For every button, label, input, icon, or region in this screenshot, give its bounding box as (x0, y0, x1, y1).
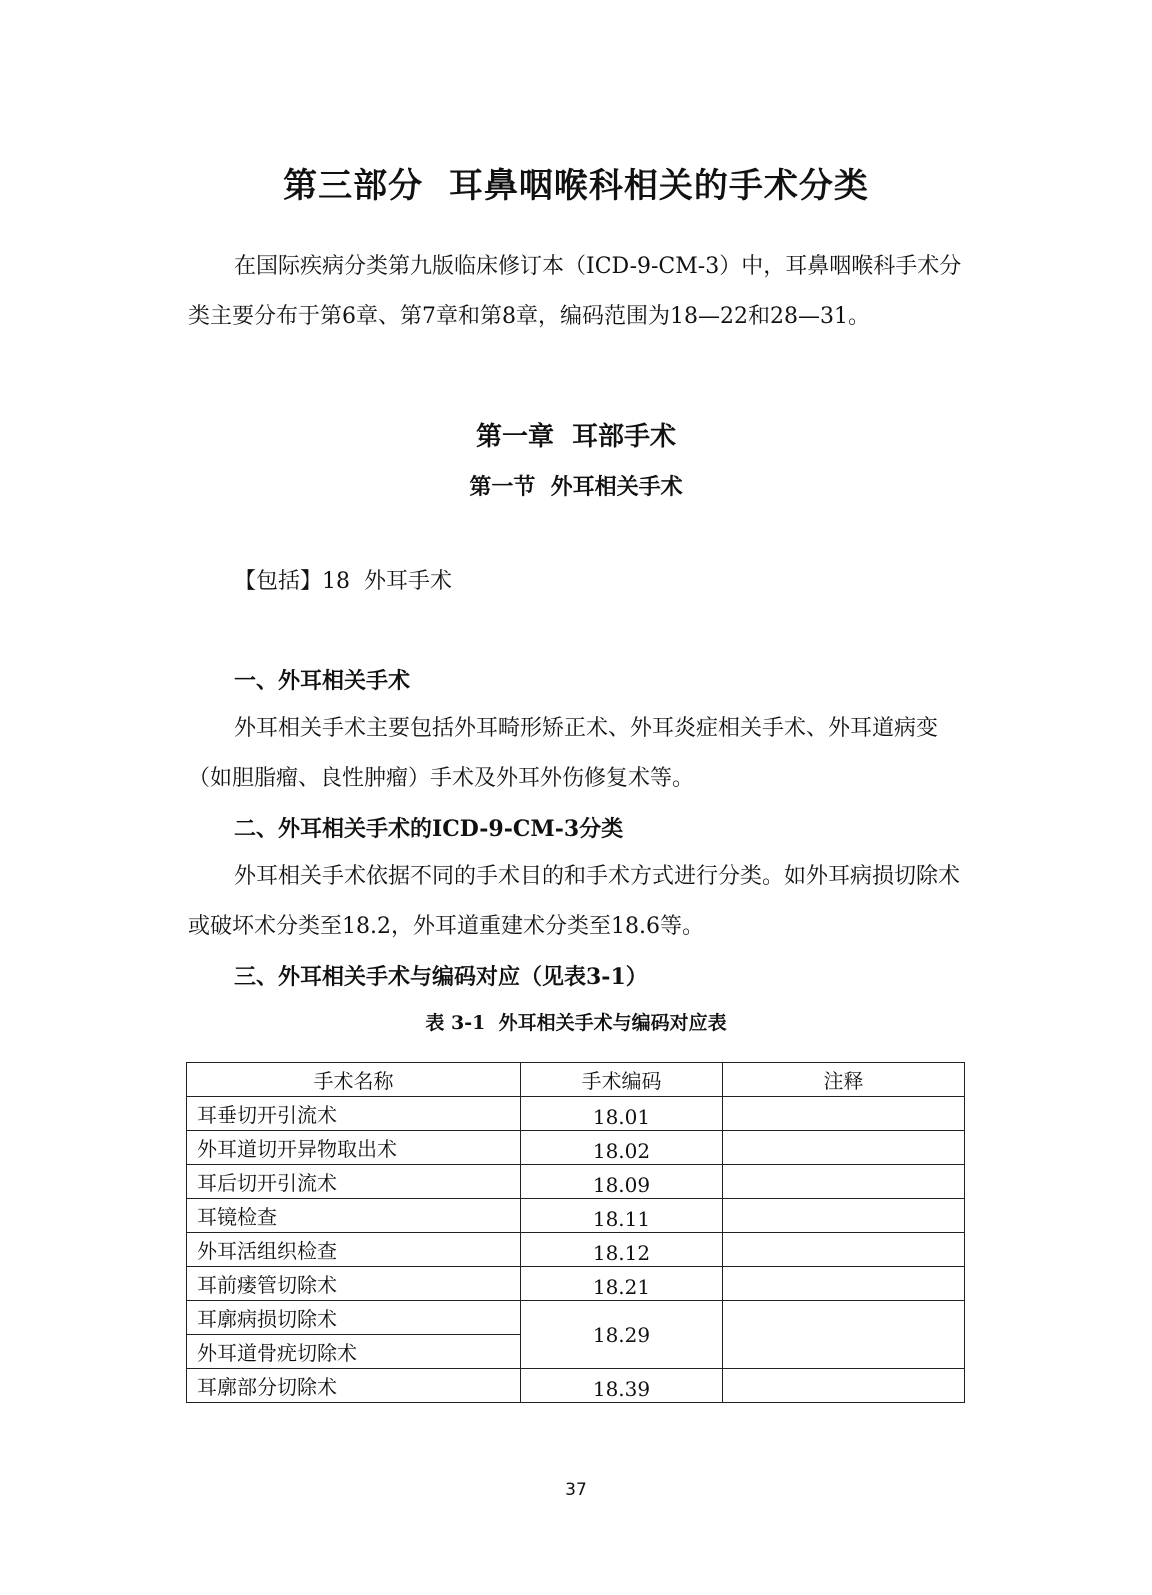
notes-cell (723, 1369, 965, 1403)
procedure-name-cell: 耳垂切开引流术 (187, 1097, 521, 1131)
notes-cell (723, 1267, 965, 1301)
intro-paragraph: 在国际疾病分类第九版临床修订本（ICD-9-CM-3）中，耳鼻咽喉科手术分类主要分布于第6章、第7章和第8章，编码范围为18—22和28—31。 (188, 254, 962, 329)
procedure-name-cell: 耳廓部分切除术 (187, 1369, 521, 1403)
table-row (187, 1097, 965, 1131)
table-row (187, 1131, 965, 1165)
procedure-name-cell: 外耳活组织检查 (187, 1233, 521, 1267)
table-caption: 表 3-1 外耳相关手术与编码对应表 (425, 1012, 727, 1034)
procedure-name-cell: 外耳道骨疣切除术 (187, 1335, 521, 1369)
procedure-code-cell: 18.12 (521, 1233, 723, 1267)
heading-2: 二、外耳相关手术的ICD-9-CM-3分类 (234, 816, 624, 842)
procedure-code-cell: 18.11 (521, 1199, 723, 1233)
heading-1: 一、外耳相关手术 (234, 668, 411, 694)
header-procedure-code: 手术编码 (521, 1063, 723, 1097)
table-row (187, 1301, 965, 1335)
procedure-name-cell: 耳后切开引流术 (187, 1165, 521, 1199)
table-header-row (187, 1063, 965, 1097)
notes-cell (723, 1233, 965, 1267)
section-title: 第一节 外耳相关手术 (469, 474, 683, 500)
chapter-title: 第一章 耳部手术 (475, 422, 677, 452)
table-row (187, 1369, 965, 1403)
include-line: 【包括】18 外耳手术 (234, 569, 452, 594)
procedure-code-cell: 18.09 (521, 1165, 723, 1199)
procedure-code-cell: 18.39 (521, 1369, 723, 1403)
page-title: 第三部分 耳鼻咽喉科相关的手术分类 (283, 166, 869, 206)
table-row (187, 1165, 965, 1199)
procedure-code-cell: 18.21 (521, 1267, 723, 1301)
procedure-name-cell: 耳前瘘管切除术 (187, 1267, 521, 1301)
page-number: 37 (565, 1480, 587, 1500)
procedure-code-cell: 18.02 (521, 1131, 723, 1165)
procedure-code-cell: 18.29 (521, 1301, 723, 1369)
procedure-name-cell: 耳廓病损切除术 (187, 1301, 521, 1335)
paragraph-2: 外耳相关手术依据不同的手术目的和手术方式进行分类。如外耳病损切除术或破坏术分类至18.2，外耳道重建术分类至18.6等。 (188, 864, 961, 939)
table-row (187, 1233, 965, 1267)
notes-cell (723, 1301, 965, 1369)
paragraph-1: 外耳相关手术主要包括外耳畸形矫正术、外耳炎症相关手术、外耳道病变（如胆脂瘤、良性肿瘤）手术及外耳外伤修复术等。 (188, 716, 939, 791)
notes-cell (723, 1165, 965, 1199)
procedure-name-cell: 外耳道切开异物取出术 (187, 1131, 521, 1165)
table-row (187, 1267, 965, 1301)
notes-cell (723, 1199, 965, 1233)
table-row (187, 1199, 965, 1233)
heading-3: 三、外耳相关手术与编码对应（见表3-1） (234, 964, 648, 990)
header-procedure-name: 手术名称 (187, 1063, 521, 1097)
procedure-name-cell: 耳镜检查 (187, 1199, 521, 1233)
procedure-code-cell: 18.01 (521, 1097, 723, 1131)
notes-cell (723, 1097, 965, 1131)
notes-cell (723, 1131, 965, 1165)
procedure-code-table (186, 1062, 965, 1403)
header-notes: 注释 (723, 1063, 965, 1097)
